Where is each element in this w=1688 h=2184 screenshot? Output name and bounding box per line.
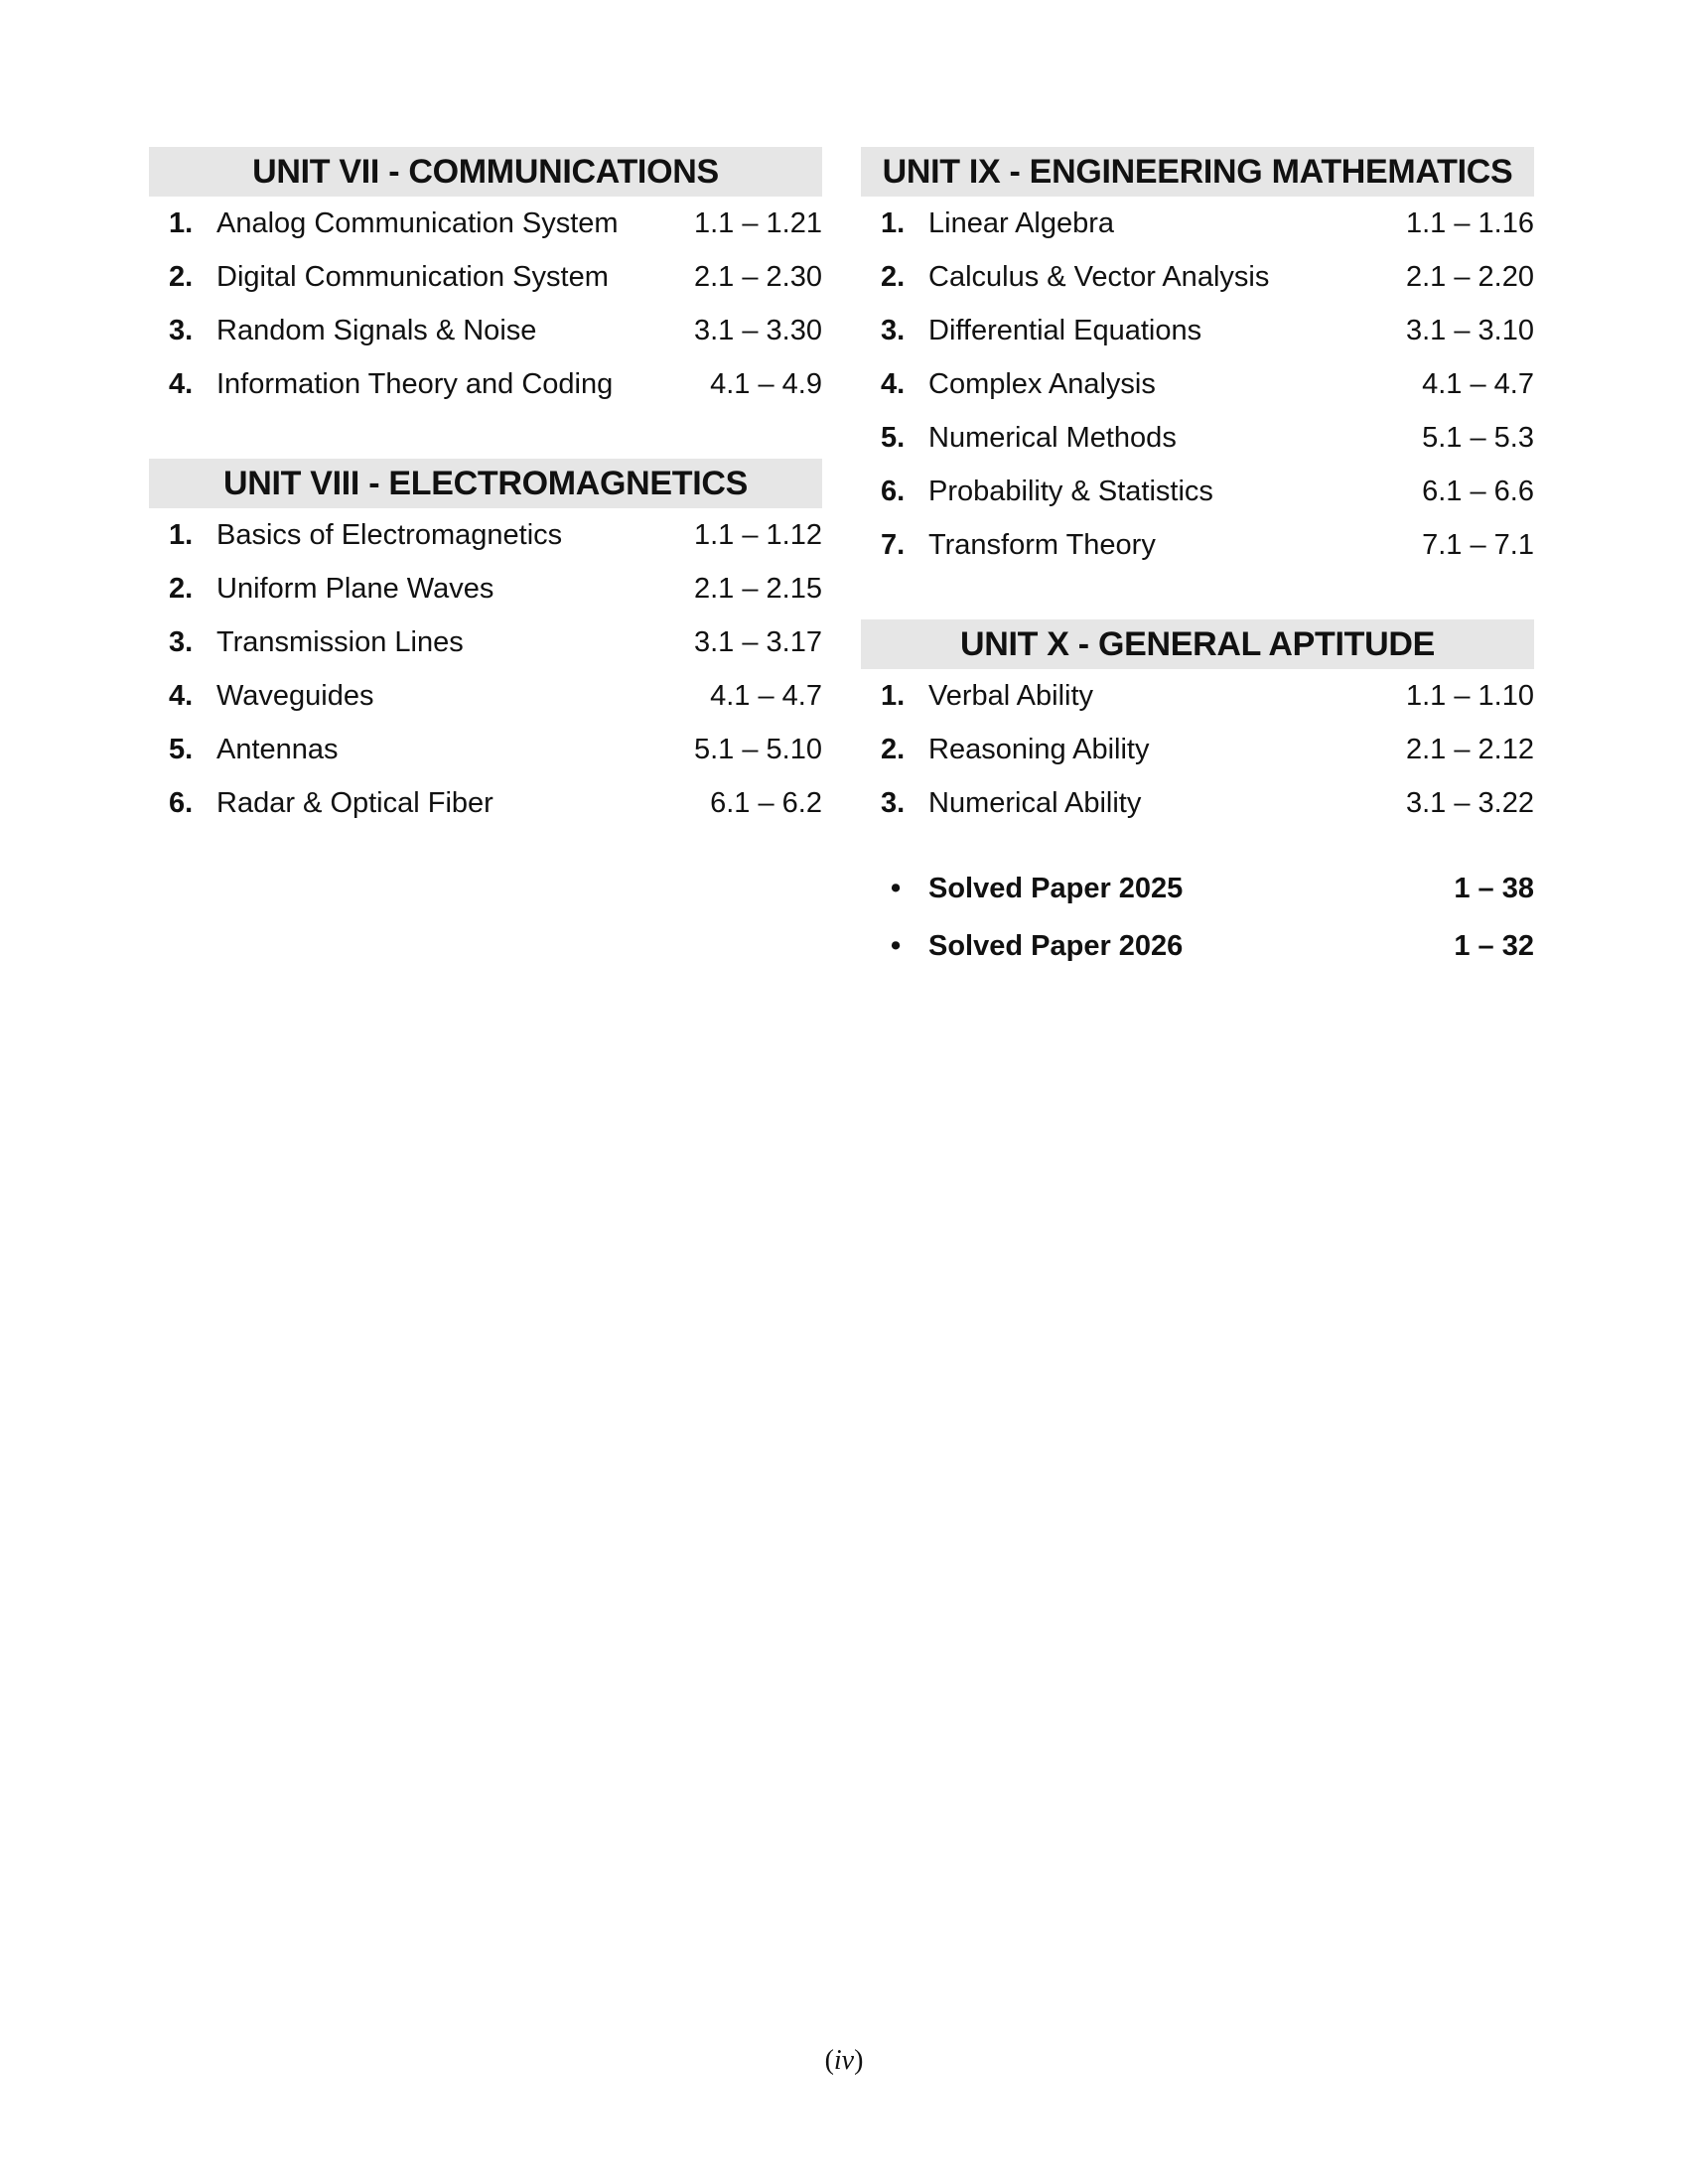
chapter-title: Transform Theory bbox=[928, 528, 1156, 561]
chapter-pages: 1.1 – 1.10 bbox=[1406, 679, 1534, 712]
chapter-number: 2. bbox=[169, 260, 194, 293]
toc-left-column bbox=[149, 147, 822, 830]
chapter-pages: 1.1 – 1.16 bbox=[1406, 206, 1534, 239]
chapter-pages: 2.1 – 2.15 bbox=[694, 572, 822, 605]
solved-paper-entry[interactable] bbox=[861, 860, 1534, 917]
chapter-entry[interactable] bbox=[861, 357, 1534, 411]
bullet: • bbox=[891, 929, 902, 962]
unit-heading: UNIT VIII - ELECTROMAGNETICS bbox=[149, 459, 822, 508]
chapter-title: Numerical Methods bbox=[928, 421, 1177, 454]
chapter-list bbox=[149, 197, 822, 411]
chapter-entry[interactable] bbox=[149, 197, 822, 250]
chapter-number: 2. bbox=[881, 733, 906, 765]
chapter-pages: 3.1 – 3.30 bbox=[694, 314, 822, 346]
chapter-entry[interactable] bbox=[149, 562, 822, 615]
chapter-entry[interactable] bbox=[861, 197, 1534, 250]
chapter-title: Waveguides bbox=[216, 679, 374, 712]
solved-paper-entry[interactable] bbox=[861, 917, 1534, 975]
section-spacer bbox=[861, 572, 1534, 619]
chapter-number: 3. bbox=[169, 314, 194, 346]
chapter-number: 5. bbox=[169, 733, 194, 765]
chapter-entry[interactable] bbox=[861, 518, 1534, 572]
chapter-entry[interactable] bbox=[861, 250, 1534, 304]
solved-paper-title: Solved Paper 2026 bbox=[928, 929, 1184, 962]
toc-right-column bbox=[861, 147, 1534, 975]
chapter-title: Reasoning Ability bbox=[928, 733, 1150, 765]
unit-heading: UNIT X - GENERAL APTITUDE bbox=[861, 619, 1534, 669]
chapter-entry[interactable] bbox=[861, 669, 1534, 723]
section-spacer bbox=[149, 411, 822, 459]
chapter-title: Random Signals & Noise bbox=[216, 314, 537, 346]
chapter-entry[interactable] bbox=[149, 357, 822, 411]
unit-section bbox=[861, 147, 1534, 572]
chapter-title: Complex Analysis bbox=[928, 367, 1156, 400]
chapter-pages: 5.1 – 5.3 bbox=[1422, 421, 1534, 454]
unit-section bbox=[861, 619, 1534, 830]
chapter-title: Transmission Lines bbox=[216, 625, 464, 658]
chapter-entry[interactable] bbox=[861, 776, 1534, 830]
chapter-pages: 7.1 – 7.1 bbox=[1422, 528, 1534, 561]
chapter-number: 1. bbox=[881, 679, 906, 712]
page-number: (iv) bbox=[824, 2045, 864, 2076]
chapter-pages: 4.1 – 4.9 bbox=[710, 367, 822, 400]
chapter-number: 3. bbox=[881, 314, 906, 346]
chapter-pages: 2.1 – 2.20 bbox=[1406, 260, 1534, 293]
unit-heading: UNIT VII - COMMUNICATIONS bbox=[149, 147, 822, 197]
chapter-title: Analog Communication System bbox=[216, 206, 619, 239]
chapter-pages: 6.1 – 6.2 bbox=[710, 786, 822, 819]
chapter-pages: 4.1 – 4.7 bbox=[710, 679, 822, 712]
chapter-entry[interactable] bbox=[861, 411, 1534, 465]
chapter-title: Linear Algebra bbox=[928, 206, 1115, 239]
chapter-number: 3. bbox=[881, 786, 906, 819]
chapter-entry[interactable] bbox=[149, 776, 822, 830]
chapter-number: 1. bbox=[169, 518, 194, 551]
chapter-number: 4. bbox=[881, 367, 906, 400]
chapter-title: Uniform Plane Waves bbox=[216, 572, 494, 605]
chapter-list bbox=[149, 508, 822, 830]
chapter-title: Differential Equations bbox=[928, 314, 1202, 346]
chapter-list bbox=[861, 669, 1534, 830]
chapter-pages: 2.1 – 2.30 bbox=[694, 260, 822, 293]
unit-section bbox=[149, 147, 822, 411]
chapter-pages: 2.1 – 2.12 bbox=[1406, 733, 1534, 765]
chapter-entry[interactable] bbox=[861, 465, 1534, 518]
solved-paper-title: Solved Paper 2025 bbox=[928, 872, 1184, 904]
section-spacer bbox=[861, 830, 1534, 860]
chapter-number: 6. bbox=[169, 786, 194, 819]
chapter-entry[interactable] bbox=[861, 304, 1534, 357]
chapter-number: 2. bbox=[881, 260, 906, 293]
bullet: • bbox=[891, 872, 902, 904]
chapter-entry[interactable] bbox=[149, 304, 822, 357]
chapter-number: 1. bbox=[169, 206, 194, 239]
chapter-pages: 3.1 – 3.17 bbox=[694, 625, 822, 658]
chapter-entry[interactable] bbox=[149, 508, 822, 562]
chapter-entry[interactable] bbox=[861, 723, 1534, 776]
chapter-title: Information Theory and Coding bbox=[216, 367, 614, 400]
chapter-number: 4. bbox=[169, 367, 194, 400]
chapter-pages: 4.1 – 4.7 bbox=[1422, 367, 1534, 400]
chapter-pages: 1.1 – 1.12 bbox=[694, 518, 822, 551]
chapter-title: Numerical Ability bbox=[928, 786, 1142, 819]
chapter-title: Digital Communication System bbox=[216, 260, 609, 293]
chapter-number: 4. bbox=[169, 679, 194, 712]
chapter-pages: 6.1 – 6.6 bbox=[1422, 475, 1534, 507]
unit-section bbox=[149, 459, 822, 830]
chapter-title: Calculus & Vector Analysis bbox=[928, 260, 1270, 293]
chapter-number: 3. bbox=[169, 625, 194, 658]
chapter-entry[interactable] bbox=[149, 615, 822, 669]
chapter-title: Basics of Electromagnetics bbox=[216, 518, 563, 551]
chapter-number: 2. bbox=[169, 572, 194, 605]
chapter-title: Verbal Ability bbox=[928, 679, 1094, 712]
chapter-number: 6. bbox=[881, 475, 906, 507]
chapter-number: 1. bbox=[881, 206, 906, 239]
page-number-value: iv bbox=[833, 2045, 855, 2076]
chapter-entry[interactable] bbox=[149, 669, 822, 723]
chapter-number: 5. bbox=[881, 421, 906, 454]
chapter-title: Antennas bbox=[216, 733, 339, 765]
chapter-entry[interactable] bbox=[149, 250, 822, 304]
chapter-title: Probability & Statistics bbox=[928, 475, 1213, 507]
chapter-entry[interactable] bbox=[149, 723, 822, 776]
chapter-number: 7. bbox=[881, 528, 906, 561]
solved-paper-pages: 1 – 32 bbox=[1454, 929, 1534, 962]
chapter-list bbox=[861, 197, 1534, 572]
chapter-pages: 3.1 – 3.10 bbox=[1406, 314, 1534, 346]
unit-heading: UNIT IX - ENGINEERING MATHEMATICS bbox=[861, 147, 1534, 197]
chapter-pages: 1.1 – 1.21 bbox=[694, 206, 822, 239]
chapter-pages: 5.1 – 5.10 bbox=[694, 733, 822, 765]
chapter-title: Radar & Optical Fiber bbox=[216, 786, 493, 819]
solved-papers-list bbox=[861, 860, 1534, 975]
chapter-pages: 3.1 – 3.22 bbox=[1406, 786, 1534, 819]
solved-paper-pages: 1 – 38 bbox=[1454, 872, 1534, 904]
